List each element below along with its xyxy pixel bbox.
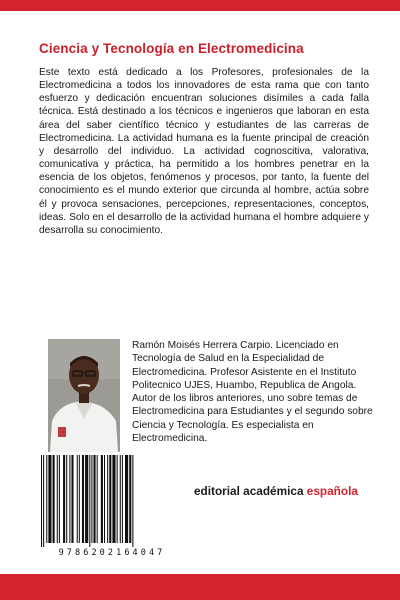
barcode-bar xyxy=(89,455,90,547)
barcode-bar xyxy=(120,455,121,543)
barcode-bar xyxy=(125,455,128,543)
barcode-bar xyxy=(57,455,58,543)
barcode-bar xyxy=(71,455,73,543)
barcode-bar xyxy=(97,455,98,543)
isbn-digits: 9786202164047 xyxy=(58,548,166,558)
barcode-bar xyxy=(91,455,92,543)
author-portrait-image xyxy=(48,339,120,452)
barcode-bar xyxy=(43,455,44,547)
barcode-bar xyxy=(101,455,103,543)
barcode-bar xyxy=(109,455,111,543)
barcode-bar xyxy=(69,455,70,543)
publisher-name xyxy=(194,484,358,498)
barcode-bar xyxy=(112,455,115,543)
barcode-bar xyxy=(79,455,80,543)
barcode-bar xyxy=(104,455,105,543)
publisher-name-part1: editorial académica xyxy=(194,484,307,498)
barcode-bar xyxy=(94,455,96,543)
barcode-bar xyxy=(107,455,108,543)
barcode-bar xyxy=(63,455,65,543)
top-color-band xyxy=(0,0,400,11)
barcode-bars xyxy=(38,455,186,547)
book-title: Ciencia y Tecnología en Electromedicina xyxy=(39,41,304,56)
author-bio: Ramón Moisés Herrera Carpio. Licenciado en Tecnología de Salud en la Especialidad de Electromedicina. Profesor Asistente en el Instituto Politecnico UJES, Huambo, Republica de Angola. Autor de los libros anteriores, uno sobre temas de Electromedicina para Estudiantes y el segundo sobre Ciencia y Tecnología. Es especialista en Electromedicina. xyxy=(132,340,373,445)
author-photo xyxy=(48,339,120,452)
book-description: Este texto está dedicado a los Profesores, profesionales de la Electromedicina a todos los innovadores de esta rama que con tanto esfuerzo y dedicación encuentran soluciones disímiles a cada falla técnica. Está destinado a los técnicos e ingenieros que laboran en esta área del saber científico técnico y estudiantes de las carreras de Electromedicina. La actividad humana es la fuente principal de creación y desarrollo del individuo. La actividad cognoscitiva, valorativa, comunicativa y práctica, ha permitido a los hombres penetrar en la esencia de los objetos, fenómenos y procesos, por tanto, la fuente del conocimiento es el mundo exterior que circunda al hombre, actúa sobre él y provoca sensaciones, percepciones, representaciones, conceptos, ideas. Solo en el desarrollo de la actividad humana el hombre adquiere y desarrolla su conocimiento. xyxy=(39,67,369,236)
barcode-bar xyxy=(82,455,84,543)
publisher-name-part2: española xyxy=(306,484,358,498)
barcode-bar xyxy=(41,455,42,547)
barcode-bar xyxy=(66,455,67,543)
barcode-bar xyxy=(122,455,123,543)
barcode-bar xyxy=(85,455,88,543)
barcode-bar xyxy=(132,455,133,547)
barcode-bar xyxy=(117,455,118,543)
barcode-bar xyxy=(59,455,60,543)
isbn-barcode xyxy=(38,455,186,563)
barcode-bar xyxy=(53,455,55,543)
barcode-bar xyxy=(129,455,131,543)
barcode-bar xyxy=(77,455,78,543)
barcode-bar xyxy=(46,455,47,543)
bottom-color-band xyxy=(0,574,400,600)
barcode-bar xyxy=(48,455,51,543)
